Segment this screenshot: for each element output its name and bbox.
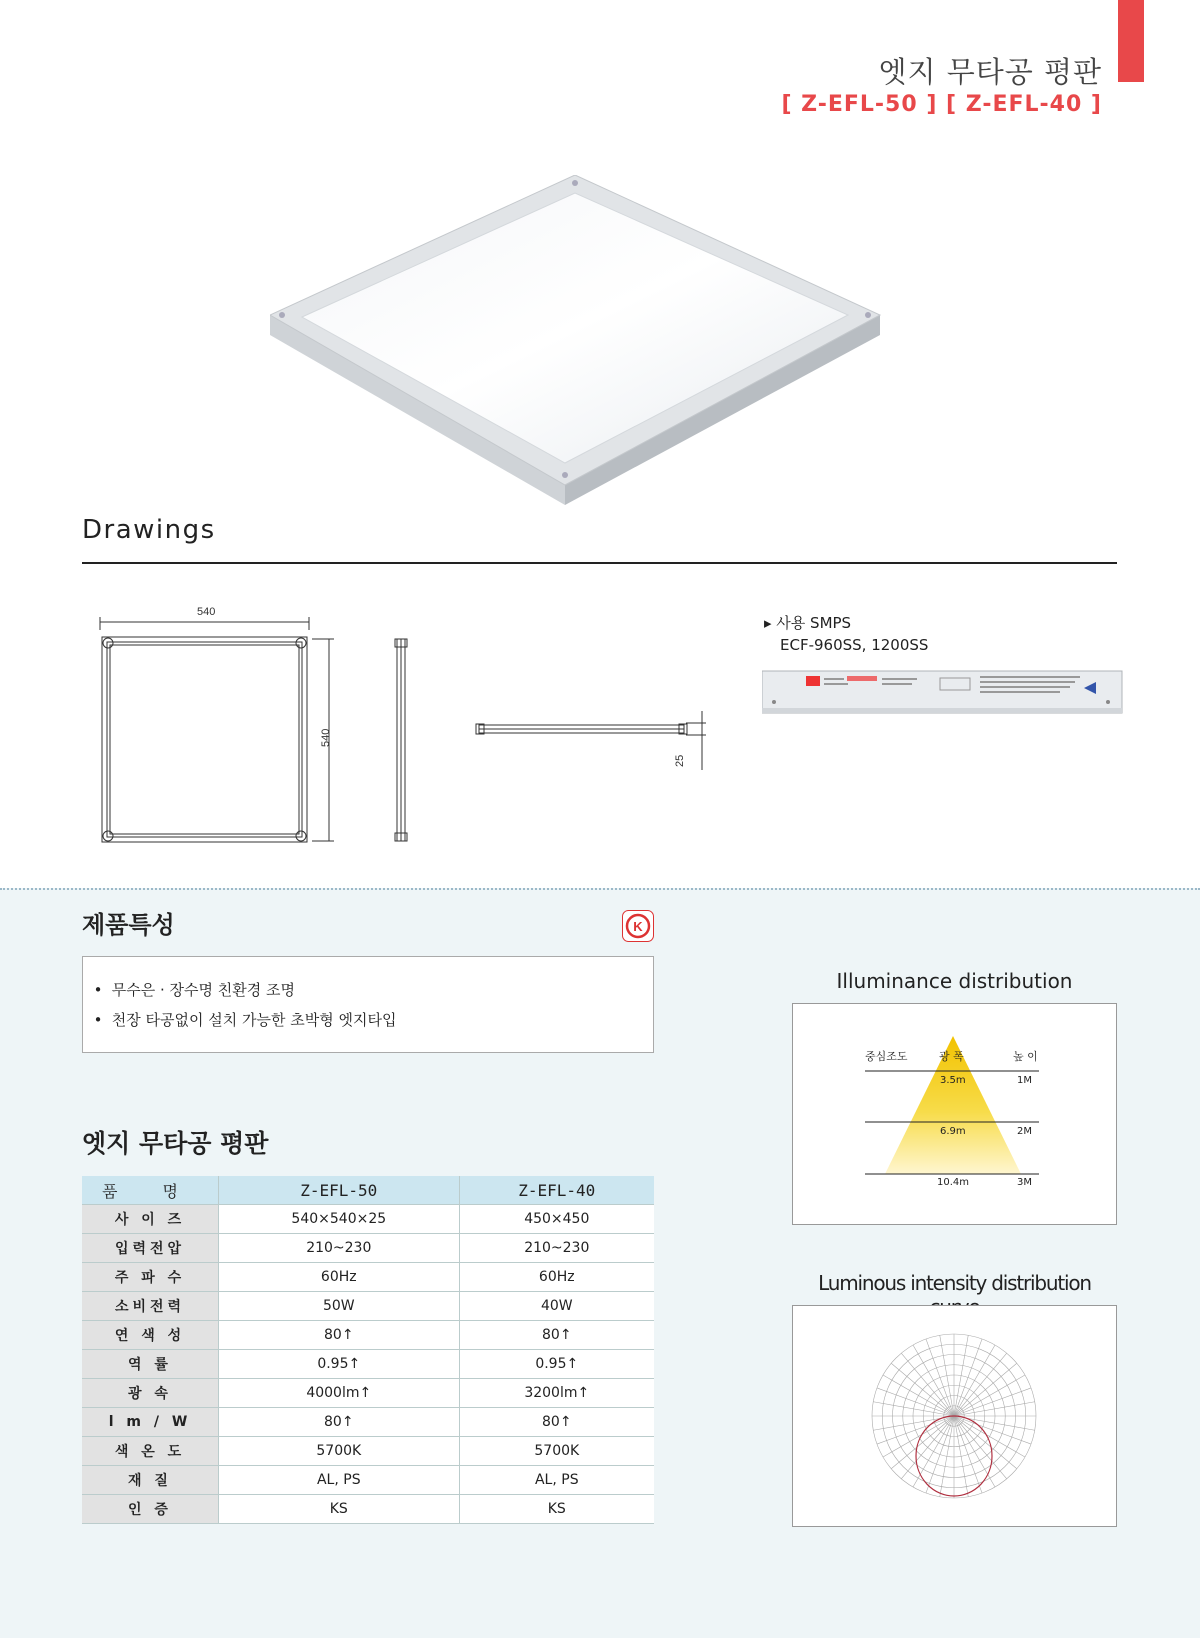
luminous-title: Luminous intensity distribution [818, 1271, 1091, 1295]
spec-table [82, 1176, 654, 1524]
table-header-row [82, 1176, 654, 1205]
table-row: 광 속 4000lm↑ 3200lm↑ [82, 1379, 654, 1408]
level-width: 10.4m [937, 1177, 970, 1188]
level-height: 2M [1017, 1126, 1032, 1137]
polar-diagram [793, 1306, 1116, 1526]
accent-tab [1118, 0, 1144, 82]
illuminance-chart-box [792, 1003, 1117, 1225]
section-divider [82, 562, 1117, 564]
table-row: l m / W 80↑ 80↑ [82, 1408, 654, 1437]
technical-drawing [82, 595, 722, 855]
features-box [82, 956, 654, 1053]
level-height: 3M [1017, 1177, 1032, 1188]
dim-depth-label: 25 [674, 754, 686, 767]
table-row: 주 파 수 60Hz 60Hz [82, 1263, 654, 1292]
table-row: 입력전압 210~230 210~230 [82, 1234, 654, 1263]
smps-title: ▸ 사용 SMPS [764, 614, 852, 632]
table-header-cell: 품 명 [82, 1176, 219, 1205]
table-header-cell: Z-EFL-40 [459, 1176, 654, 1205]
level-height: 1M [1017, 1075, 1032, 1086]
col-width-label: 광 폭 [939, 1050, 964, 1063]
col-center-label: 중심조도 [865, 1050, 908, 1063]
spec-table-heading: 엣지 무타공 평판 [82, 1129, 269, 1158]
table-row: 사 이 즈 540×540×25 450×450 [82, 1205, 654, 1234]
table-row: 색 온 도 5700K 5700K [82, 1437, 654, 1466]
drawings-heading: Drawings [82, 515, 216, 545]
model-codes: [ Z-EFL-50 ] [ Z-EFL-40 ] [781, 92, 1102, 117]
smps-models: ECF-960SS, 1200SS [780, 636, 929, 654]
product-photo [270, 175, 920, 505]
smps-info [764, 612, 928, 656]
table-header-cell: Z-EFL-50 [219, 1176, 460, 1205]
illuminance-title: Illuminance distribution [836, 969, 1073, 993]
table-row: 재 질 AL, PS AL, PS [82, 1466, 654, 1495]
svg-text:K: K [633, 919, 643, 934]
table-row: 소비전력 50W 40W [82, 1292, 654, 1321]
col-height-label: 높 이 [1013, 1050, 1038, 1063]
dim-width-label: 540 [197, 606, 216, 618]
feature-item: • 무수은 · 장수명 친환경 조명 [93, 981, 296, 999]
table-row: 인 증 KS KS [82, 1495, 654, 1524]
feature-item: • 천장 타공없이 설치 가능한 초박형 엣지타입 [93, 1011, 397, 1029]
level-width: 3.5m [940, 1075, 966, 1086]
table-row: 연 색 성 80↑ 80↑ [82, 1321, 654, 1350]
level-width: 6.9m [940, 1126, 966, 1137]
smps-power-supply [762, 668, 1124, 716]
illuminance-chart [793, 1004, 1116, 1224]
page-title: 엣지 무타공 평판 [878, 55, 1102, 89]
luminous-chart-box [792, 1305, 1117, 1527]
ks-certification-icon [622, 910, 654, 942]
features-heading: 제품특성 [82, 911, 175, 939]
dim-height-label: 540 [320, 728, 332, 747]
table-row: 역 률 0.95↑ 0.95↑ [82, 1350, 654, 1379]
